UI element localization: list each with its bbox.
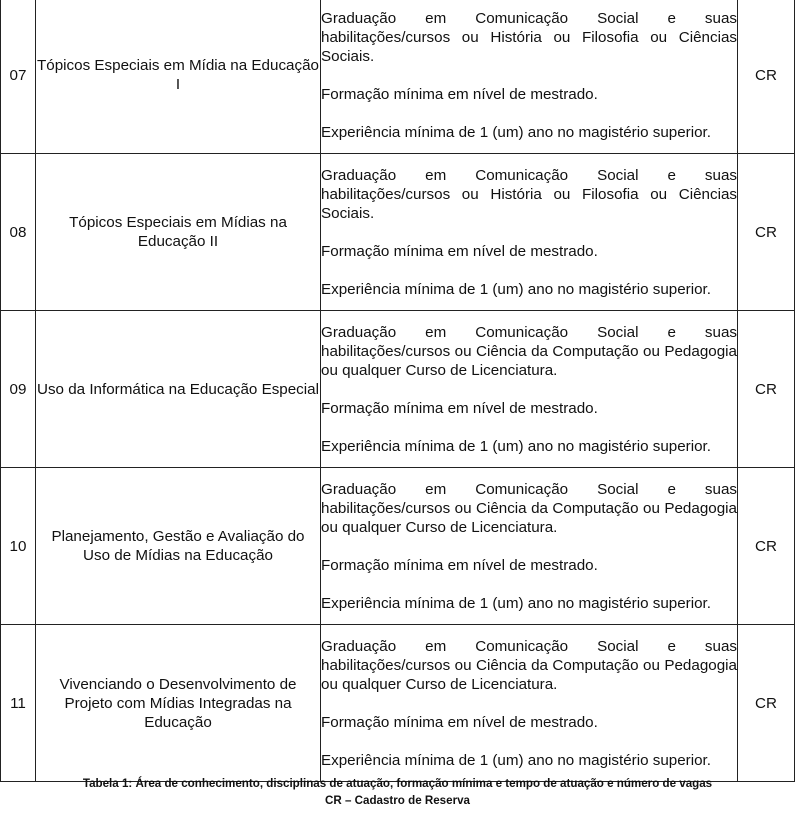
table-legend: CR – Cadastro de Reserva [325,794,470,807]
experience-requirement: Experiência mínima de 1 (um) ano no magistério superior. [321,751,711,769]
requirements-cell [321,625,738,782]
training-requirement: Formação mínima em nível de mestrado. [321,399,598,417]
graduation-requirement: Graduação em Comunicação Social e suas habilitações/cursos ou História ou Filosofia ou Ciências Sociais. [321,9,737,65]
experience-requirement: Experiência mínima de 1 (um) ano no magistério superior. [321,437,711,455]
vacancies-value: CR [738,468,795,625]
requirements-cell [321,311,738,468]
vacancies-value: CR [738,625,795,782]
vacancies-value: CR [738,154,795,311]
discipline-name: Planejamento, Gestão e Avaliação do Uso de Mídias na Educação [36,468,321,625]
table-caption: Tabela 1: Área de conhecimento, disciplinas de atuação, formação mínima e tempo de atuação e número de vagas [82,777,713,790]
graduation-requirement: Graduação em Comunicação Social e suas habilitações/cursos ou História ou Filosofia ou Ciências Sociais. [321,166,737,222]
vacancies-value: CR [738,311,795,468]
training-requirement: Formação mínima em nível de mestrado. [321,242,598,260]
table-row [1,625,795,782]
graduation-requirement: Graduação em Comunicação Social e suas habilitações/cursos ou Ciência da Computação ou Pedagogia ou qualquer Curso de Licenciatura. [321,323,737,379]
experience-requirement: Experiência mínima de 1 (um) ano no magistério superior. [321,594,711,612]
row-number: 11 [1,625,36,782]
table-row [1,311,795,468]
requirements-cell [321,0,738,154]
table-row [1,468,795,625]
table-row [1,0,795,154]
row-number: 10 [1,468,36,625]
training-requirement: Formação mínima em nível de mestrado. [321,556,598,574]
table-row [1,154,795,311]
experience-requirement: Experiência mínima de 1 (um) ano no magistério superior. [321,123,711,141]
requirements-cell [321,154,738,311]
requirements-cell [321,468,738,625]
vacancies-value: CR [738,0,795,154]
experience-requirement: Experiência mínima de 1 (um) ano no magistério superior. [321,280,711,298]
discipline-name: Vivenciando o Desenvolvimento de Projeto com Mídias Integradas na Educação [36,625,321,782]
discipline-name: Tópicos Especiais em Mídias na Educação II [36,154,321,311]
discipline-name: Tópicos Especiais em Mídia na Educação I [36,0,321,154]
training-requirement: Formação mínima em nível de mestrado. [321,713,598,731]
row-number: 09 [1,311,36,468]
discipline-name: Uso da Informática na Educação Especial [36,311,321,468]
graduation-requirement: Graduação em Comunicação Social e suas habilitações/cursos ou Ciência da Computação ou Pedagogia ou qualquer Curso de Licenciatura. [321,637,737,693]
row-number: 08 [1,154,36,311]
training-requirement: Formação mínima em nível de mestrado. [321,85,598,103]
row-number: 07 [1,0,36,154]
graduation-requirement: Graduação em Comunicação Social e suas habilitações/cursos ou Ciência da Computação ou Pedagogia ou qualquer Curso de Licenciatura. [321,480,737,536]
